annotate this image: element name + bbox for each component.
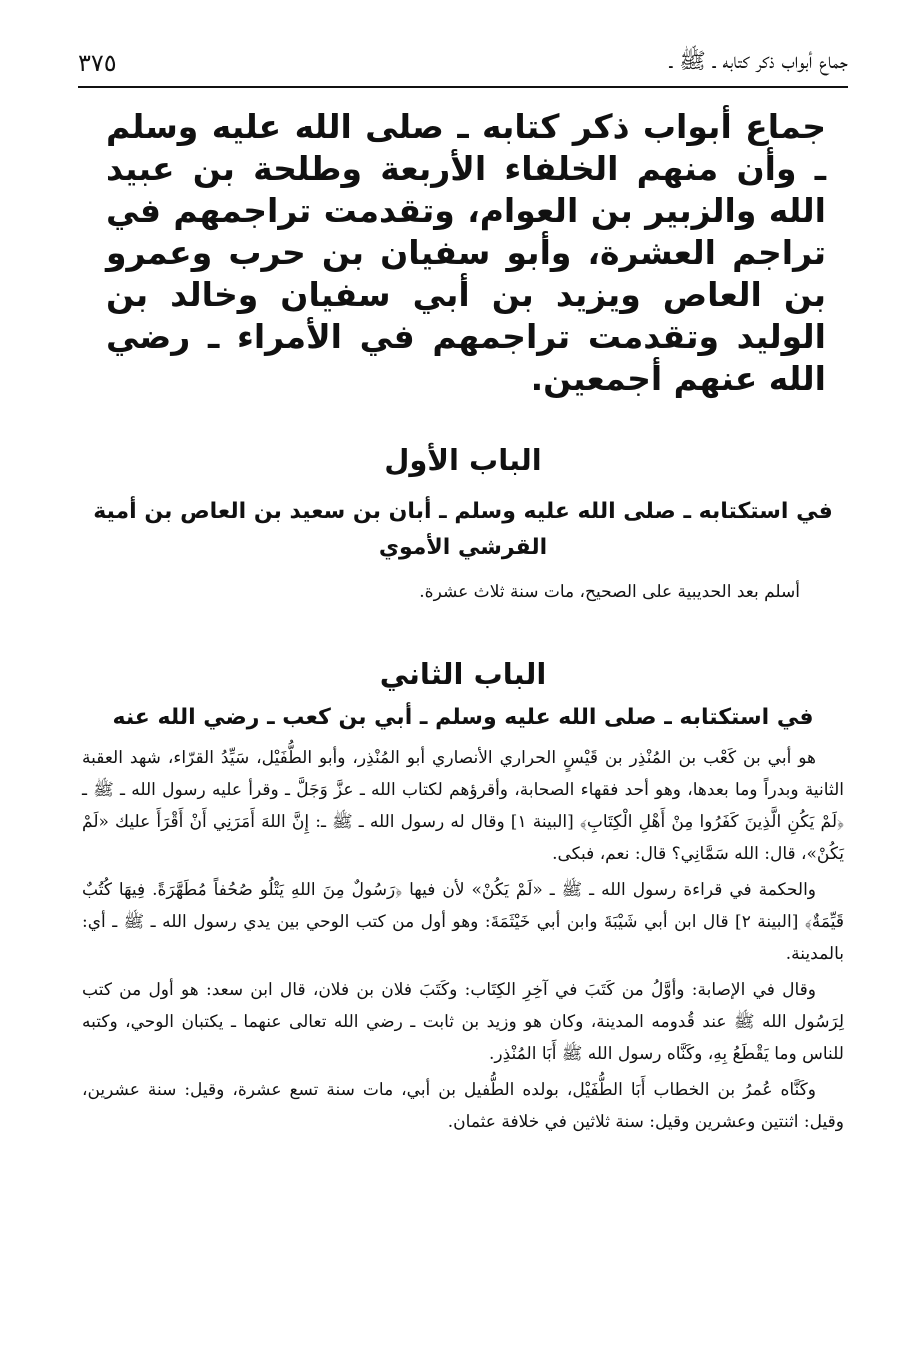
paragraph: هو أبي بن كَعْب بن المُنْذِر بن قَيْسٍ الحراري الأنصاري أبو المُنْذِر، وأبو الطُّفَيْل، سَيِّدُ القرّاء، شهد العقبة الثانية وبدراً وما بعدها، وهو أحد فقهاء الصحابة، وأقرؤهم لكتاب الله ـ عزَّ وَجَلَّ ـ وقرأ عليه رسول الله ـ ﷺ ـ ﴿لَمْ يَكُنِ الَّذِينَ كَفَرُوا مِنْ أَهْلِ الْكِتَابِ﴾ [البينة ١] وقال له رسول الله ـ ﷺ ـ: إِنَّ اللهَ أَمَرَنِي أَنْ أَقْرَأَ عليك «لَمْ يَكُنْ»، قال: الله سَمَّانِي؟ قال: نعم، فبكى. [82,748,844,864]
intro-text: جماع أبواب ذكر كتابه ـ صلى الله عليه وسلم ـ وأن منهم الخلفاء الأربعة وطلحة بن عبيد الله والزبير بن العوام، وتقدمت تراجمهم في تراجم العشرة، وأبو سفيان بن حرب وعمرو بن العاص ويزيد بن أبي سفيان وخالد بن الوليد وتقدمت تراجمهم في الأمراء ـ رضي الله عنهم أجمعين. [106,107,826,398]
page-number: ٣٧٥ [78,49,117,77]
chapter-1-note: أسلم بعد الحديبية على الصحيح، مات سنة ثلاث عشرة. [419,582,800,602]
running-header [78,40,848,88]
chapter-1-body [78,576,848,608]
running-title: جماع أبواب ذكر كتابه ـ ﷺ ـ [669,49,848,74]
chapter-1-subtitle: في استكتابه ـ صلى الله عليه وسلم ـ أبان بن سعيد بن العاص بن أمية القرشي الأموي [93,499,833,560]
chapter-1-heading: الباب الأول [384,443,542,477]
chapter-2-body [78,742,848,1138]
paragraph: وقال في الإصابة: وأوَّلُ من كَتَبَ في آخِرِ الكِتَاب: وكَتَبَ فلان بن فلان، قال ابن سعد: هو أول من كتب لِرَسُول الله ﷺ عند قُدومه المدينة، وكان هو وزيد بن ثابت ـ رضي الله تعالى عنهما ـ يكتبان الوحي، وكتبه للناس وما يَقْطَعُ بِهِ، وكَنَّاه رسول الله ﷺ أَبَا المُنْذِر. [82,980,844,1064]
chapter-2-heading: الباب الثاني [379,657,547,691]
book-page [78,40,848,1350]
intro-block [78,106,848,400]
paragraph: وكَنَّاه عُمرُ بن الخطاب أَبَا الطُّفَيْل، بولده الطُّفيل بن أبي، مات سنة تسع عشرة، وقيل: سنة عشرين، وقيل: اثنتين وعشرين وقيل: سنة ثلاثين في خلافة عثمان. [82,1080,844,1132]
chapter-2-subtitle: في استكتابه ـ صلى الله عليه وسلم ـ أبي بن كعب ـ رضي الله عنه [112,705,814,730]
paragraph: والحكمة في قراءة رسول الله ـ ﷺ ـ «لَمْ يَكُنْ» لأن فيها ﴿رَسُولٌ مِنَ اللهِ يَتْلُو صُحُفاً مُطَهَّرَةً. فِيهَا كُتُبٌ قَيِّمَةٌ﴾ [البينة ٢] قال ابن أبي شَيْبَةَ وابن أبي خَيْثَمَةَ: وهو أول من كتب الوحي بين يدي رسول الله ـ ﷺ ـ أي: بالمدينة. [82,880,844,964]
